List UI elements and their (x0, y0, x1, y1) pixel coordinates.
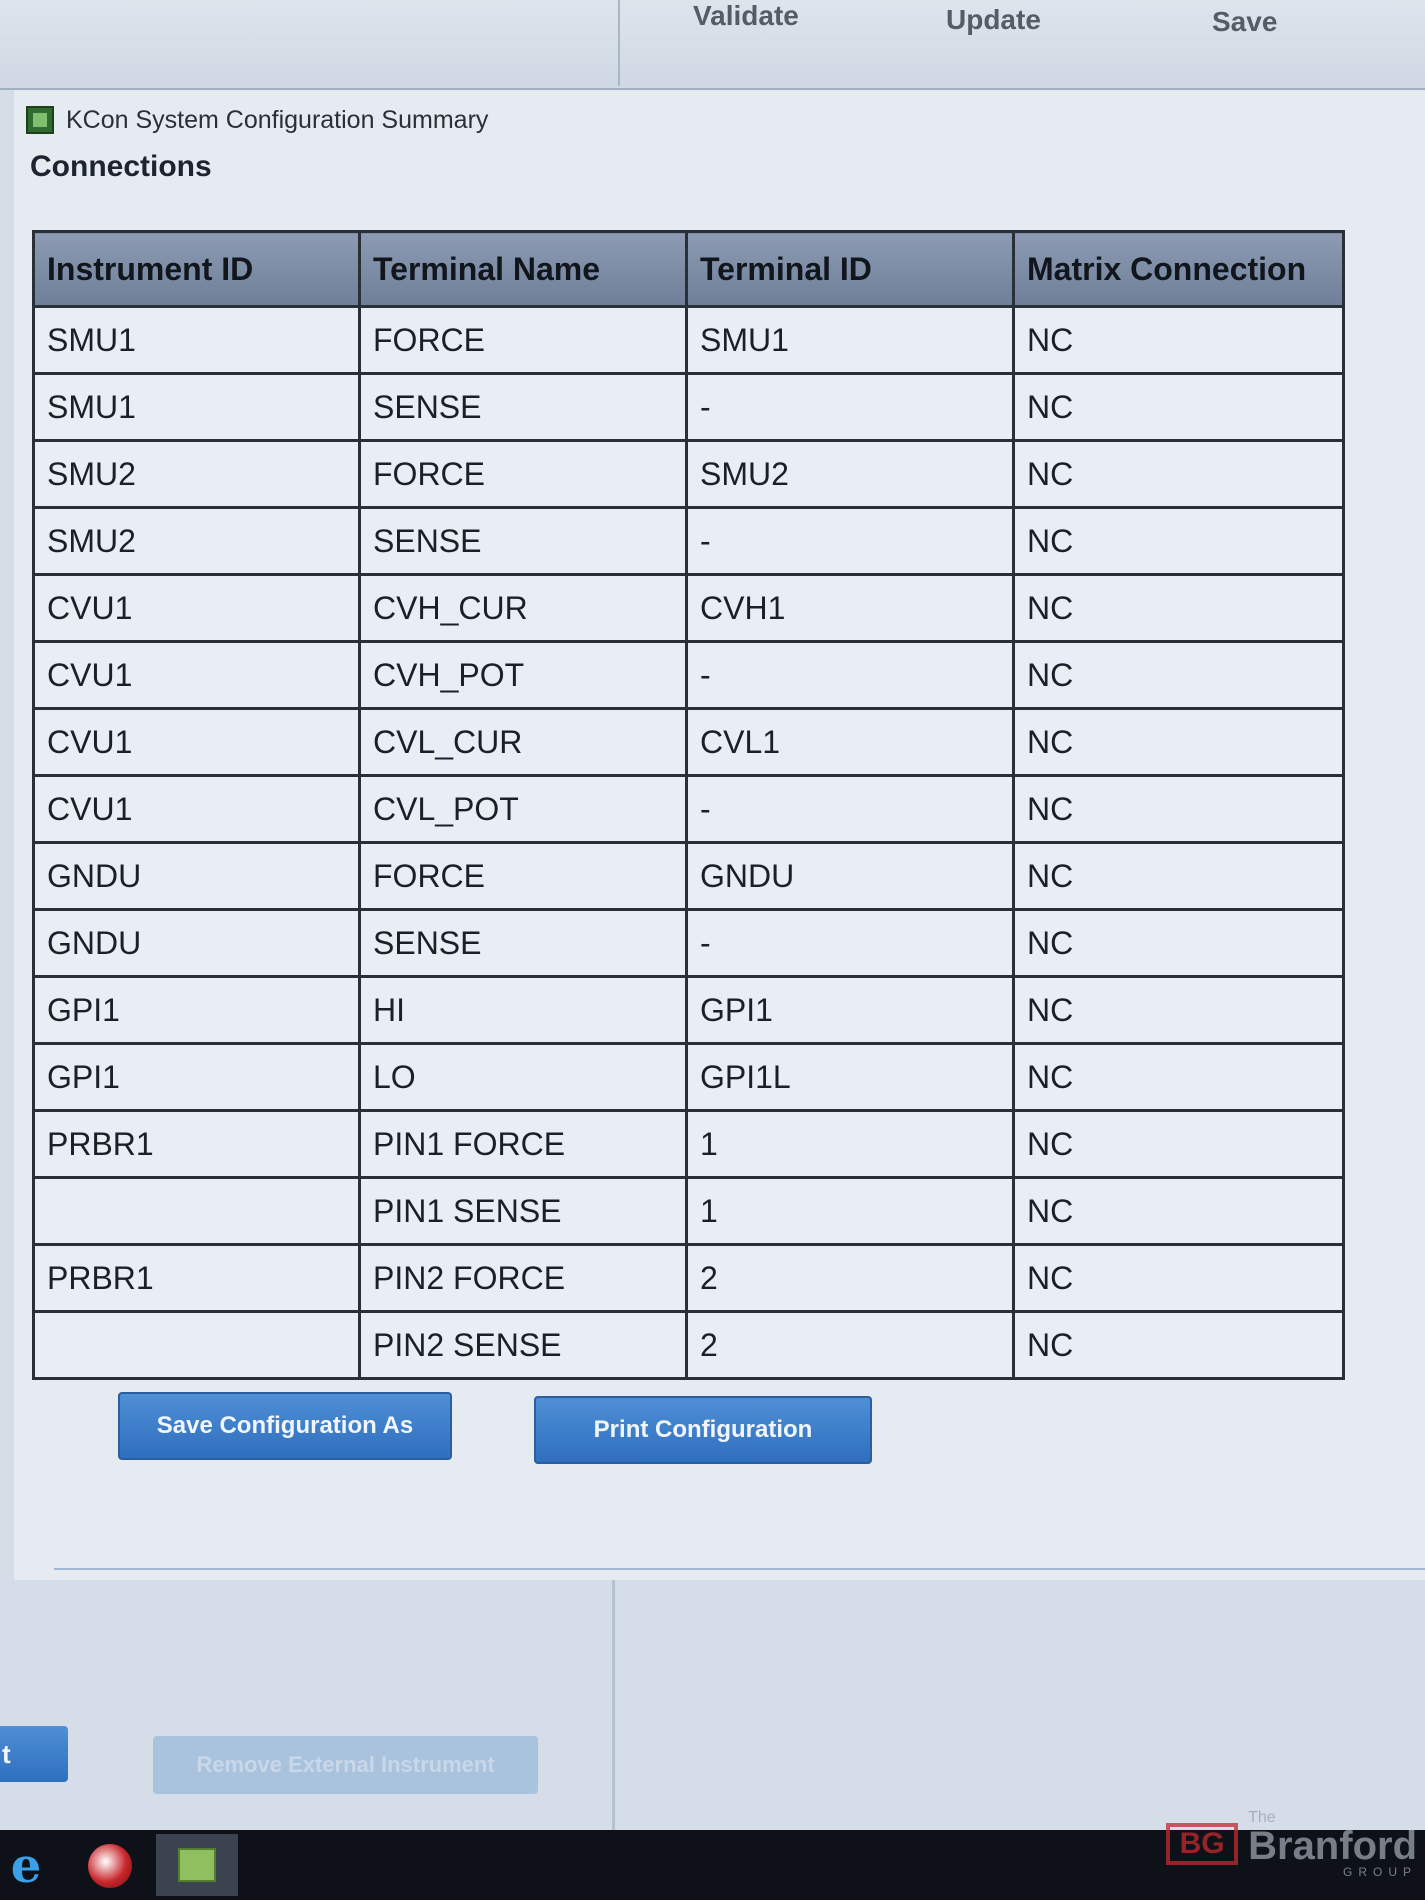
matrix-connection-cell: NC (1014, 1245, 1344, 1312)
save-button[interactable]: Save (1212, 6, 1278, 37)
column-header-terminal-id[interactable]: Terminal ID (687, 232, 1014, 307)
terminal-name-cell: LO (360, 1044, 687, 1111)
table-row[interactable] (34, 776, 1344, 843)
terminal-id-cell: - (687, 776, 1014, 843)
watermark (1166, 1810, 1417, 1878)
watermark-text (1248, 1810, 1417, 1878)
watermark-name: Branford (1248, 1824, 1417, 1868)
instrument-id-cell: SMU1 (34, 374, 360, 441)
connections-table-container (32, 230, 1342, 1380)
instrument-id-cell: PRBR1 (34, 1111, 360, 1178)
table-row[interactable] (34, 1111, 1344, 1178)
instrument-id-cell: GPI1 (34, 977, 360, 1044)
matrix-connection-cell: NC (1014, 374, 1344, 441)
instrument-id-cell: CVU1 (34, 776, 360, 843)
app-icon (26, 106, 54, 134)
terminal-name-cell: PIN1 FORCE (360, 1111, 687, 1178)
matrix-connection-cell: NC (1014, 642, 1344, 709)
matrix-connection-cell: NC (1014, 441, 1344, 508)
table-row[interactable] (34, 441, 1344, 508)
dialog-border (54, 1568, 1425, 1570)
terminal-name-cell: CVH_CUR (360, 575, 687, 642)
matrix-connection-cell: NC (1014, 776, 1344, 843)
configuration-summary-dialog (14, 90, 1425, 1580)
table-header-row (34, 232, 1344, 307)
table-row[interactable] (34, 910, 1344, 977)
table-row[interactable] (34, 977, 1344, 1044)
terminal-name-cell: FORCE (360, 307, 687, 374)
partial-left-button[interactable]: t (0, 1726, 68, 1782)
instrument-id-cell: CVU1 (34, 709, 360, 776)
table-row[interactable] (34, 508, 1344, 575)
terminal-id-cell: 2 (687, 1245, 1014, 1312)
matrix-connection-cell: NC (1014, 307, 1344, 374)
matrix-connection-cell: NC (1014, 1044, 1344, 1111)
terminal-name-cell: SENSE (360, 910, 687, 977)
matrix-connection-cell: NC (1014, 977, 1344, 1044)
matrix-connection-cell: NC (1014, 508, 1344, 575)
terminal-id-cell: CVL1 (687, 709, 1014, 776)
terminal-name-cell: HI (360, 977, 687, 1044)
terminal-id-cell: - (687, 910, 1014, 977)
table-row[interactable] (34, 307, 1344, 374)
terminal-id-cell: 1 (687, 1111, 1014, 1178)
matrix-connection-cell: NC (1014, 1312, 1344, 1379)
section-title: Connections (30, 150, 212, 183)
watermark-group: GROUP (1342, 1865, 1417, 1879)
toolbar-divider (618, 0, 620, 86)
panel-divider (612, 1580, 615, 1840)
terminal-name-cell: CVH_POT (360, 642, 687, 709)
table-row[interactable] (34, 843, 1344, 910)
update-button[interactable]: Update (946, 4, 1041, 35)
save-configuration-as-button[interactable]: Save Configuration As (118, 1392, 452, 1460)
internet-explorer-icon[interactable]: e (10, 1838, 42, 1894)
terminal-name-cell: SENSE (360, 508, 687, 575)
terminal-id-cell: - (687, 642, 1014, 709)
ball-shape (88, 1844, 132, 1888)
table-row[interactable] (34, 642, 1344, 709)
terminal-name-cell: FORCE (360, 441, 687, 508)
terminal-id-cell: SMU1 (687, 307, 1014, 374)
terminal-name-cell: FORCE (360, 843, 687, 910)
terminal-id-cell: SMU2 (687, 441, 1014, 508)
app-ball-icon[interactable] (84, 1840, 136, 1892)
table-body (34, 307, 1344, 1379)
top-toolbar (0, 0, 1425, 90)
terminal-name-cell: SENSE (360, 374, 687, 441)
terminal-id-cell: GNDU (687, 843, 1014, 910)
table-row[interactable] (34, 1312, 1344, 1379)
instrument-id-cell: GNDU (34, 910, 360, 977)
watermark-the: The (1248, 1809, 1276, 1826)
instrument-id-cell: GPI1 (34, 1044, 360, 1111)
column-header-instrument-id[interactable]: Instrument ID (34, 232, 360, 307)
matrix-connection-cell: NC (1014, 843, 1344, 910)
dialog-title: KCon System Configuration Summary (66, 105, 489, 134)
instrument-id-cell: SMU2 (34, 508, 360, 575)
terminal-id-cell: CVH1 (687, 575, 1014, 642)
instrument-id-cell (34, 1178, 360, 1245)
column-header-matrix-connection[interactable]: Matrix Connection (1014, 232, 1344, 307)
terminal-id-cell: 1 (687, 1178, 1014, 1245)
validate-button[interactable]: Validate (693, 0, 799, 31)
table-row[interactable] (34, 709, 1344, 776)
instrument-id-cell: CVU1 (34, 642, 360, 709)
dialog-title-bar (26, 100, 488, 140)
terminal-id-cell: 2 (687, 1312, 1014, 1379)
terminal-id-cell: GPI1 (687, 977, 1014, 1044)
table-row[interactable] (34, 1245, 1344, 1312)
column-header-terminal-name[interactable]: Terminal Name (360, 232, 687, 307)
kcon-square (178, 1848, 216, 1882)
terminal-id-cell: - (687, 508, 1014, 575)
matrix-connection-cell: NC (1014, 910, 1344, 977)
terminal-name-cell: CVL_CUR (360, 709, 687, 776)
matrix-connection-cell: NC (1014, 575, 1344, 642)
instrument-id-cell: GNDU (34, 843, 360, 910)
matrix-connection-cell: NC (1014, 1111, 1344, 1178)
table-row[interactable] (34, 575, 1344, 642)
terminal-id-cell: - (687, 374, 1014, 441)
table-row[interactable] (34, 1044, 1344, 1111)
matrix-connection-cell: NC (1014, 709, 1344, 776)
instrument-id-cell: SMU2 (34, 441, 360, 508)
instrument-id-cell (34, 1312, 360, 1379)
table-row[interactable] (34, 374, 1344, 441)
matrix-connection-cell: NC (1014, 1178, 1344, 1245)
connections-table (32, 230, 1345, 1380)
kcon-taskbar-icon[interactable] (156, 1834, 238, 1896)
terminal-name-cell: CVL_POT (360, 776, 687, 843)
terminal-name-cell: PIN2 FORCE (360, 1245, 687, 1312)
watermark-logo: BG (1166, 1823, 1238, 1865)
instrument-id-cell: CVU1 (34, 575, 360, 642)
print-configuration-button[interactable]: Print Configuration (534, 1396, 872, 1464)
table-row[interactable] (34, 1178, 1344, 1245)
terminal-name-cell: PIN2 SENSE (360, 1312, 687, 1379)
instrument-id-cell: PRBR1 (34, 1245, 360, 1312)
instrument-id-cell: SMU1 (34, 307, 360, 374)
remove-external-instrument-button[interactable]: Remove External Instrument (153, 1736, 538, 1794)
terminal-name-cell: PIN1 SENSE (360, 1178, 687, 1245)
terminal-id-cell: GPI1L (687, 1044, 1014, 1111)
